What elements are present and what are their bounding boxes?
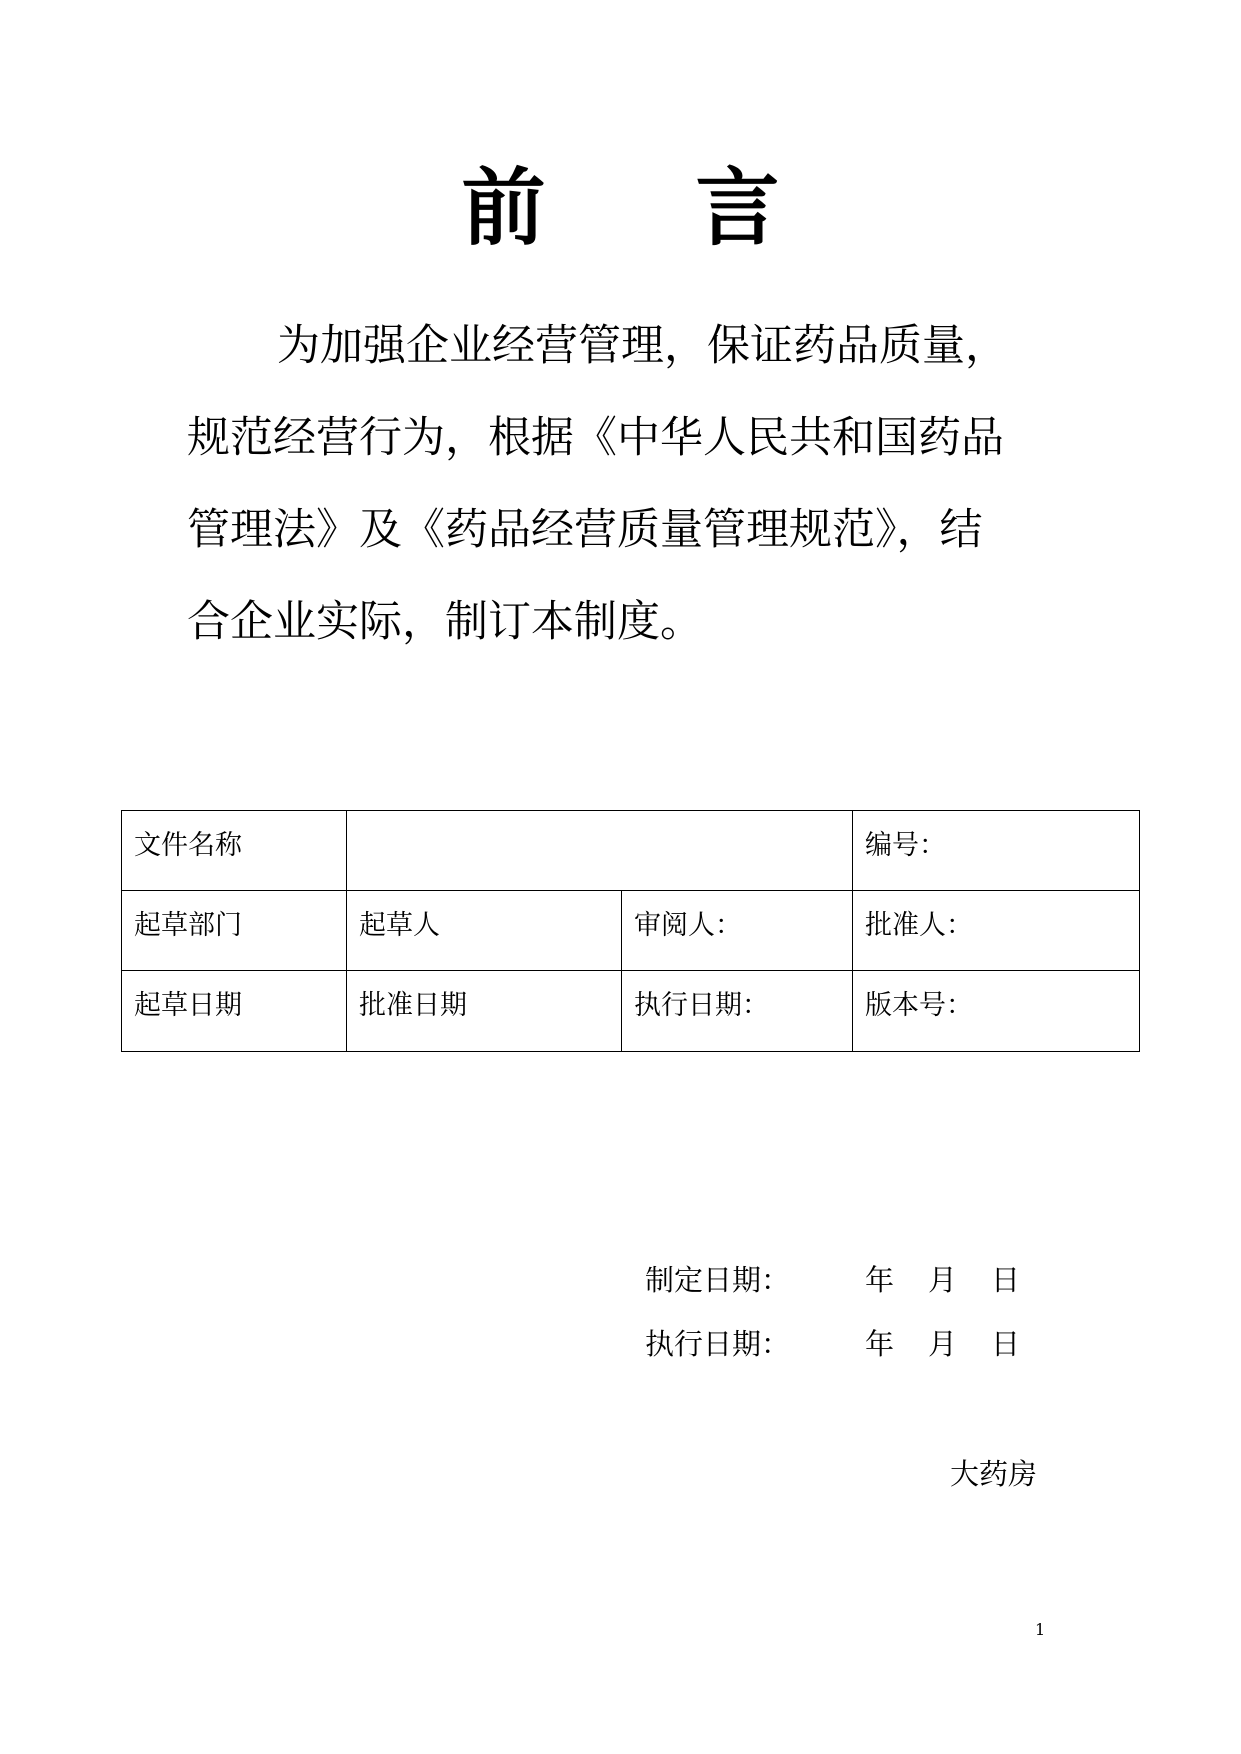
day-unit: 日 xyxy=(991,1263,1021,1297)
approval-date-label: 批准日期 xyxy=(347,971,622,1052)
table-row xyxy=(122,971,1140,1052)
enacted-date-line xyxy=(645,1258,1054,1299)
drafting-dept-label: 起草部门 xyxy=(122,891,347,971)
preface-line: 管理法》及《药品经营质量管理规范》，结 xyxy=(187,505,983,555)
file-name-value xyxy=(347,811,853,891)
effective-date-line xyxy=(645,1322,1054,1363)
draft-date-label: 起草日期 xyxy=(122,971,347,1052)
page-number: 1 xyxy=(1035,1620,1046,1639)
title-char-2: 言 xyxy=(695,158,780,257)
day-unit: 日 xyxy=(991,1327,1021,1361)
enacted-date-label: 制定日期： xyxy=(645,1263,791,1297)
preface-line: 为加强企业经营管理，保证药品质量， xyxy=(277,321,1008,371)
title-char-1: 前 xyxy=(461,158,546,257)
version-label: 版本号： xyxy=(853,971,1140,1052)
preface-line: 合企业实际，制订本制度。 xyxy=(187,597,703,647)
year-unit: 年 xyxy=(865,1327,895,1361)
month-unit: 月 xyxy=(928,1327,958,1361)
table-row xyxy=(122,811,1140,891)
file-name-label: 文件名称 xyxy=(122,811,347,891)
signature-org: 大药房 xyxy=(950,1457,1038,1491)
reviewer-label: 审阅人： xyxy=(622,891,853,971)
effective-date-label: 执行日期： xyxy=(645,1327,791,1361)
drafter-label: 起草人 xyxy=(347,891,622,971)
page-title xyxy=(0,158,1241,258)
document-info-table xyxy=(121,810,1140,1052)
table-row xyxy=(122,891,1140,971)
effective-date-label: 执行日期： xyxy=(622,971,853,1052)
preface-paragraph xyxy=(187,300,1047,668)
approver-label: 批准人： xyxy=(853,891,1140,971)
doc-number-label: 编号： xyxy=(853,811,1140,891)
month-unit: 月 xyxy=(928,1263,958,1297)
year-unit: 年 xyxy=(865,1263,895,1297)
preface-line: 规范经营行为，根据《中华人民共和国药品 xyxy=(187,413,1004,463)
